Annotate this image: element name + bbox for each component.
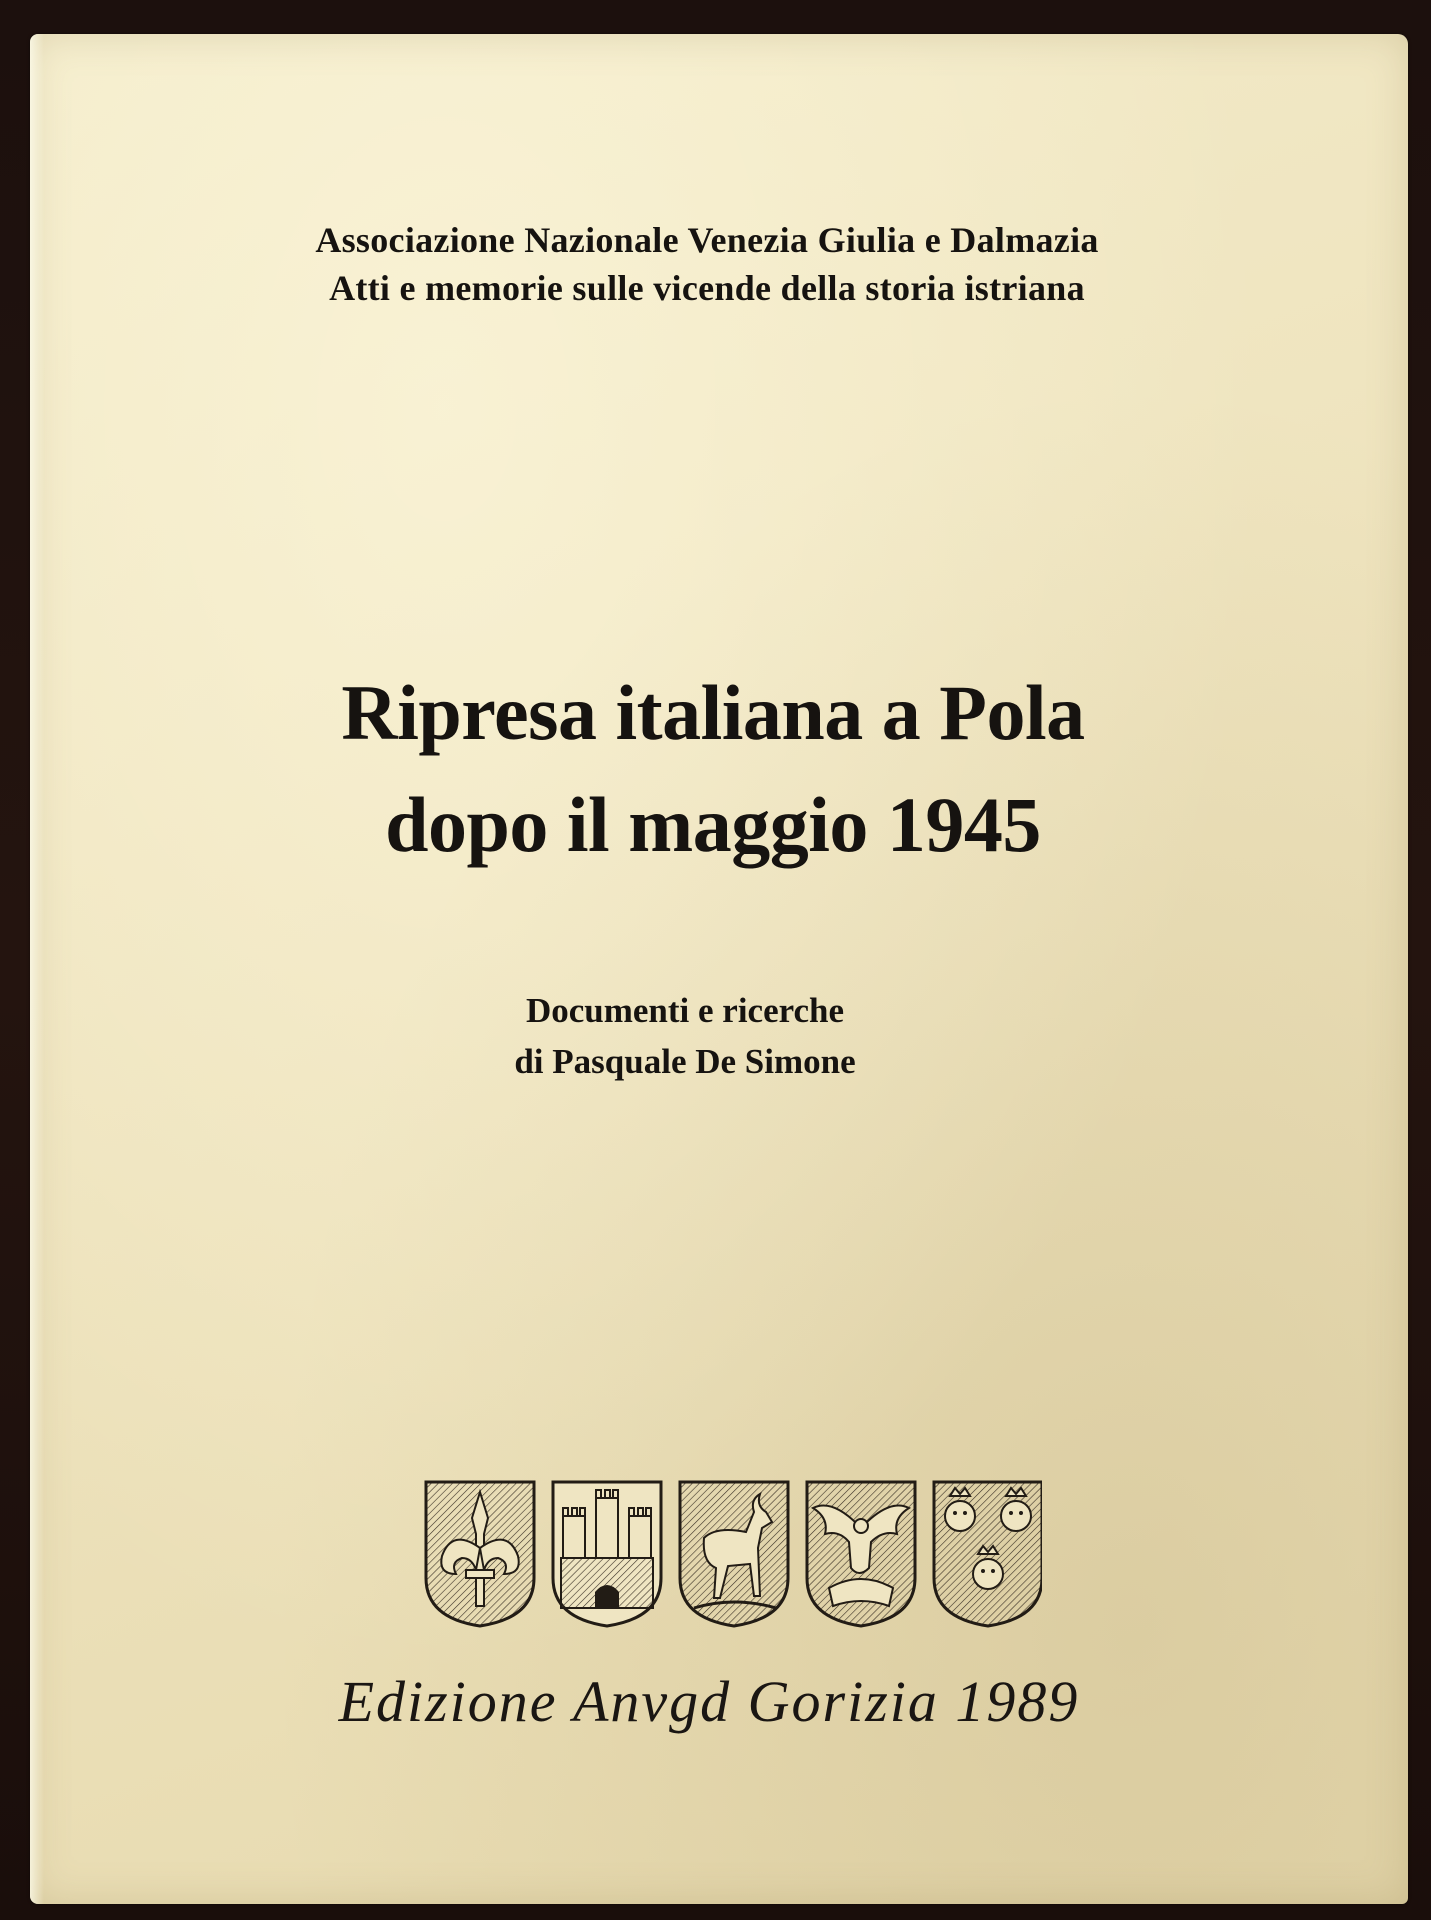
goat-icon (680, 1482, 788, 1626)
subtitle-line-2: di Pasquale De Simone (514, 1042, 856, 1081)
castle-towers-icon (553, 1482, 661, 1626)
title-line-2: dopo il maggio 1945 (385, 781, 1041, 868)
publisher-line: Associazione Nazionale Venezia Giulia e Dalmazia (315, 220, 1099, 260)
coats-of-arms (422, 1478, 1042, 1628)
title-line-1: Ripresa italiana a Pola (341, 669, 1085, 756)
book-cover (30, 34, 1408, 1904)
edition-line: Edizione Anvgd Gorizia 1989 (338, 1669, 1080, 1734)
three-lions-icon (934, 1482, 1042, 1626)
subtitle-line-1: Documenti e ricerche (525, 991, 845, 1030)
series-line: Atti e memorie sulle vicende della storia istriana (329, 268, 1085, 308)
eagle-icon (807, 1482, 915, 1626)
fleur-de-lis-icon (426, 1482, 534, 1626)
